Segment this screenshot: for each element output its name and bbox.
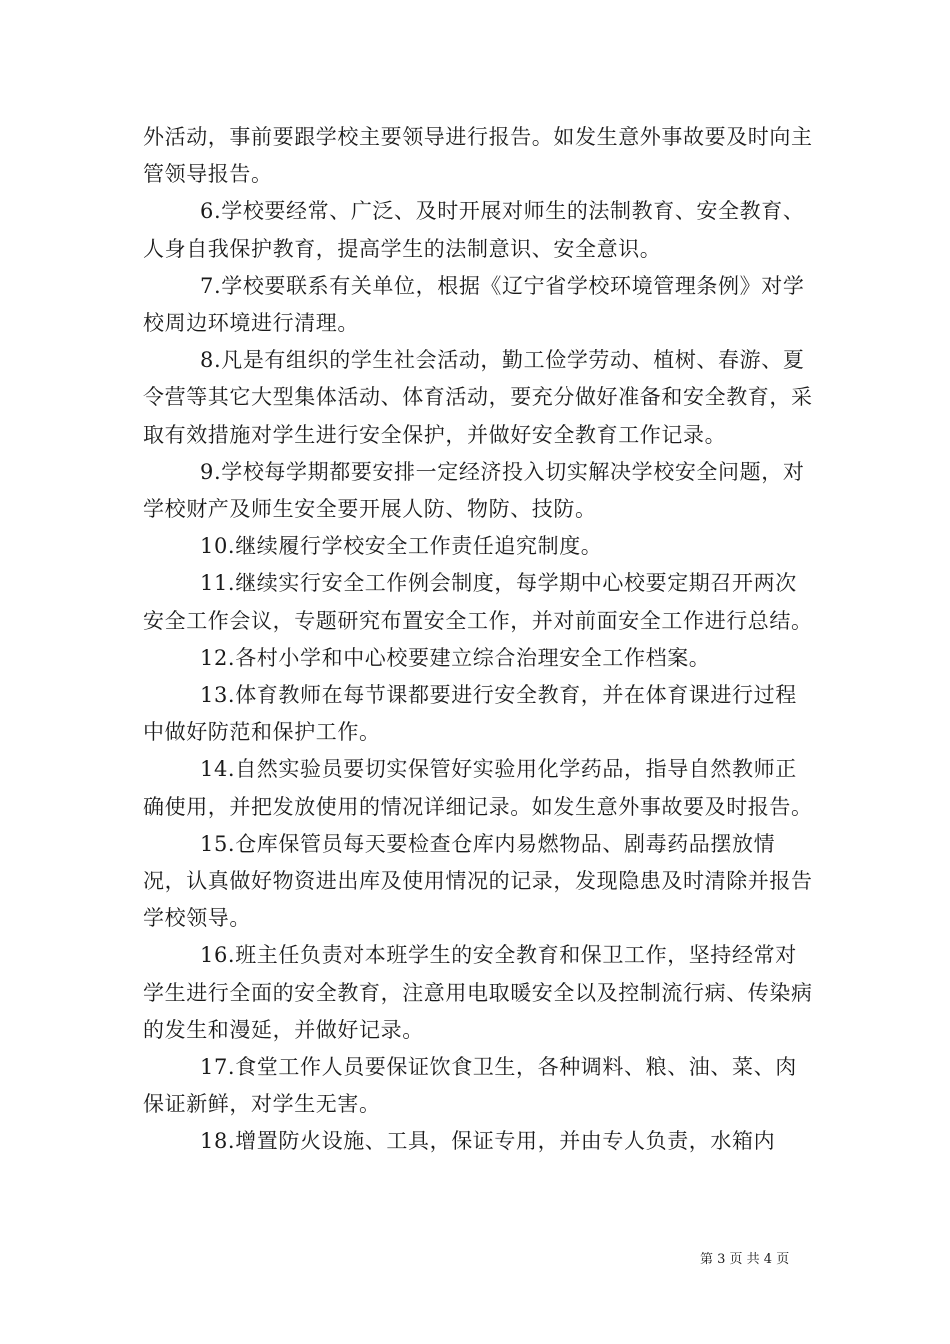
paragraph-item-11: 11.继续实行安全工作例会制度，每学期中心校要定期召开两次安全工作会议，专题研究布置安全工作，并对前面安全工作进行总结。 [143, 571, 813, 633]
paragraph-continuation: 外活动，事前要跟学校主要领导进行报告。如发生意外事故要及时向主管领导报告。 [143, 125, 813, 187]
paragraph-item-8: 8.凡是有组织的学生社会活动，勤工俭学劳动、植树、春游、夏令营等其它大型集体活动、体育活动，要充分做好准备和安全教育，采取有效措施对学生进行安全保护，并做好安全教育工作记录。 [143, 348, 813, 447]
paragraph-item-10: 10.继续履行学校安全工作责任追究制度。 [200, 534, 603, 559]
paragraph-item-18: 18.增置防火设施、工具，保证专用，并由专人负责，水箱内 [200, 1129, 776, 1154]
paragraph-item-6: 6.学校要经常、广泛、及时开展对师生的法制教育、安全教育、人身自我保护教育，提高学生的法制意识、安全意识。 [143, 199, 805, 261]
paragraph-item-17: 17.食堂工作人员要保证饮食卫生，各种调料、粮、油、菜、肉保证新鲜，对学生无害。 [143, 1055, 797, 1117]
paragraph-item-15: 15.仓库保管员每天要检查仓库内易燃物品、剧毒药品摆放情况，认真做好物资进出库及使用情况的记录，发现隐患及时清除并报告学校领导。 [143, 831, 813, 931]
paragraph-item-12: 12.各村小学和中心校要建立综合治理安全工作档案。 [200, 645, 711, 670]
page-number: 第 3 页 共 4 页 [700, 1252, 790, 1267]
paragraph-item-14: 14.自然实验员要切实保管好实验用化学药品，指导自然教师正确使用，并把发放使用的情况详细记录。如发生意外事故要及时报告。 [143, 757, 813, 819]
paragraph-item-16: 16.班主任负责对本班学生的安全教育和保卫工作，坚持经常对学生进行全面的安全教育，注意用电取暖安全以及控制流行病、传染病的发生和漫延，并做好记录。 [143, 943, 813, 1042]
paragraph-item-13: 13.体育教师在每节课都要进行安全教育，并在体育课进行过程中做好防范和保护工作。 [143, 683, 797, 745]
document-body [143, 119, 813, 1161]
paragraph-item-9: 9.学校每学期都要安排一定经济投入切实解决学校安全问题，对学校财产及师生安全要开展人防、物防、技防。 [143, 459, 805, 522]
paragraph-item-7: 7.学校要联系有关单位，根据《辽宁省学校环境管理条例》对学校周边环境进行清理。 [143, 273, 805, 336]
